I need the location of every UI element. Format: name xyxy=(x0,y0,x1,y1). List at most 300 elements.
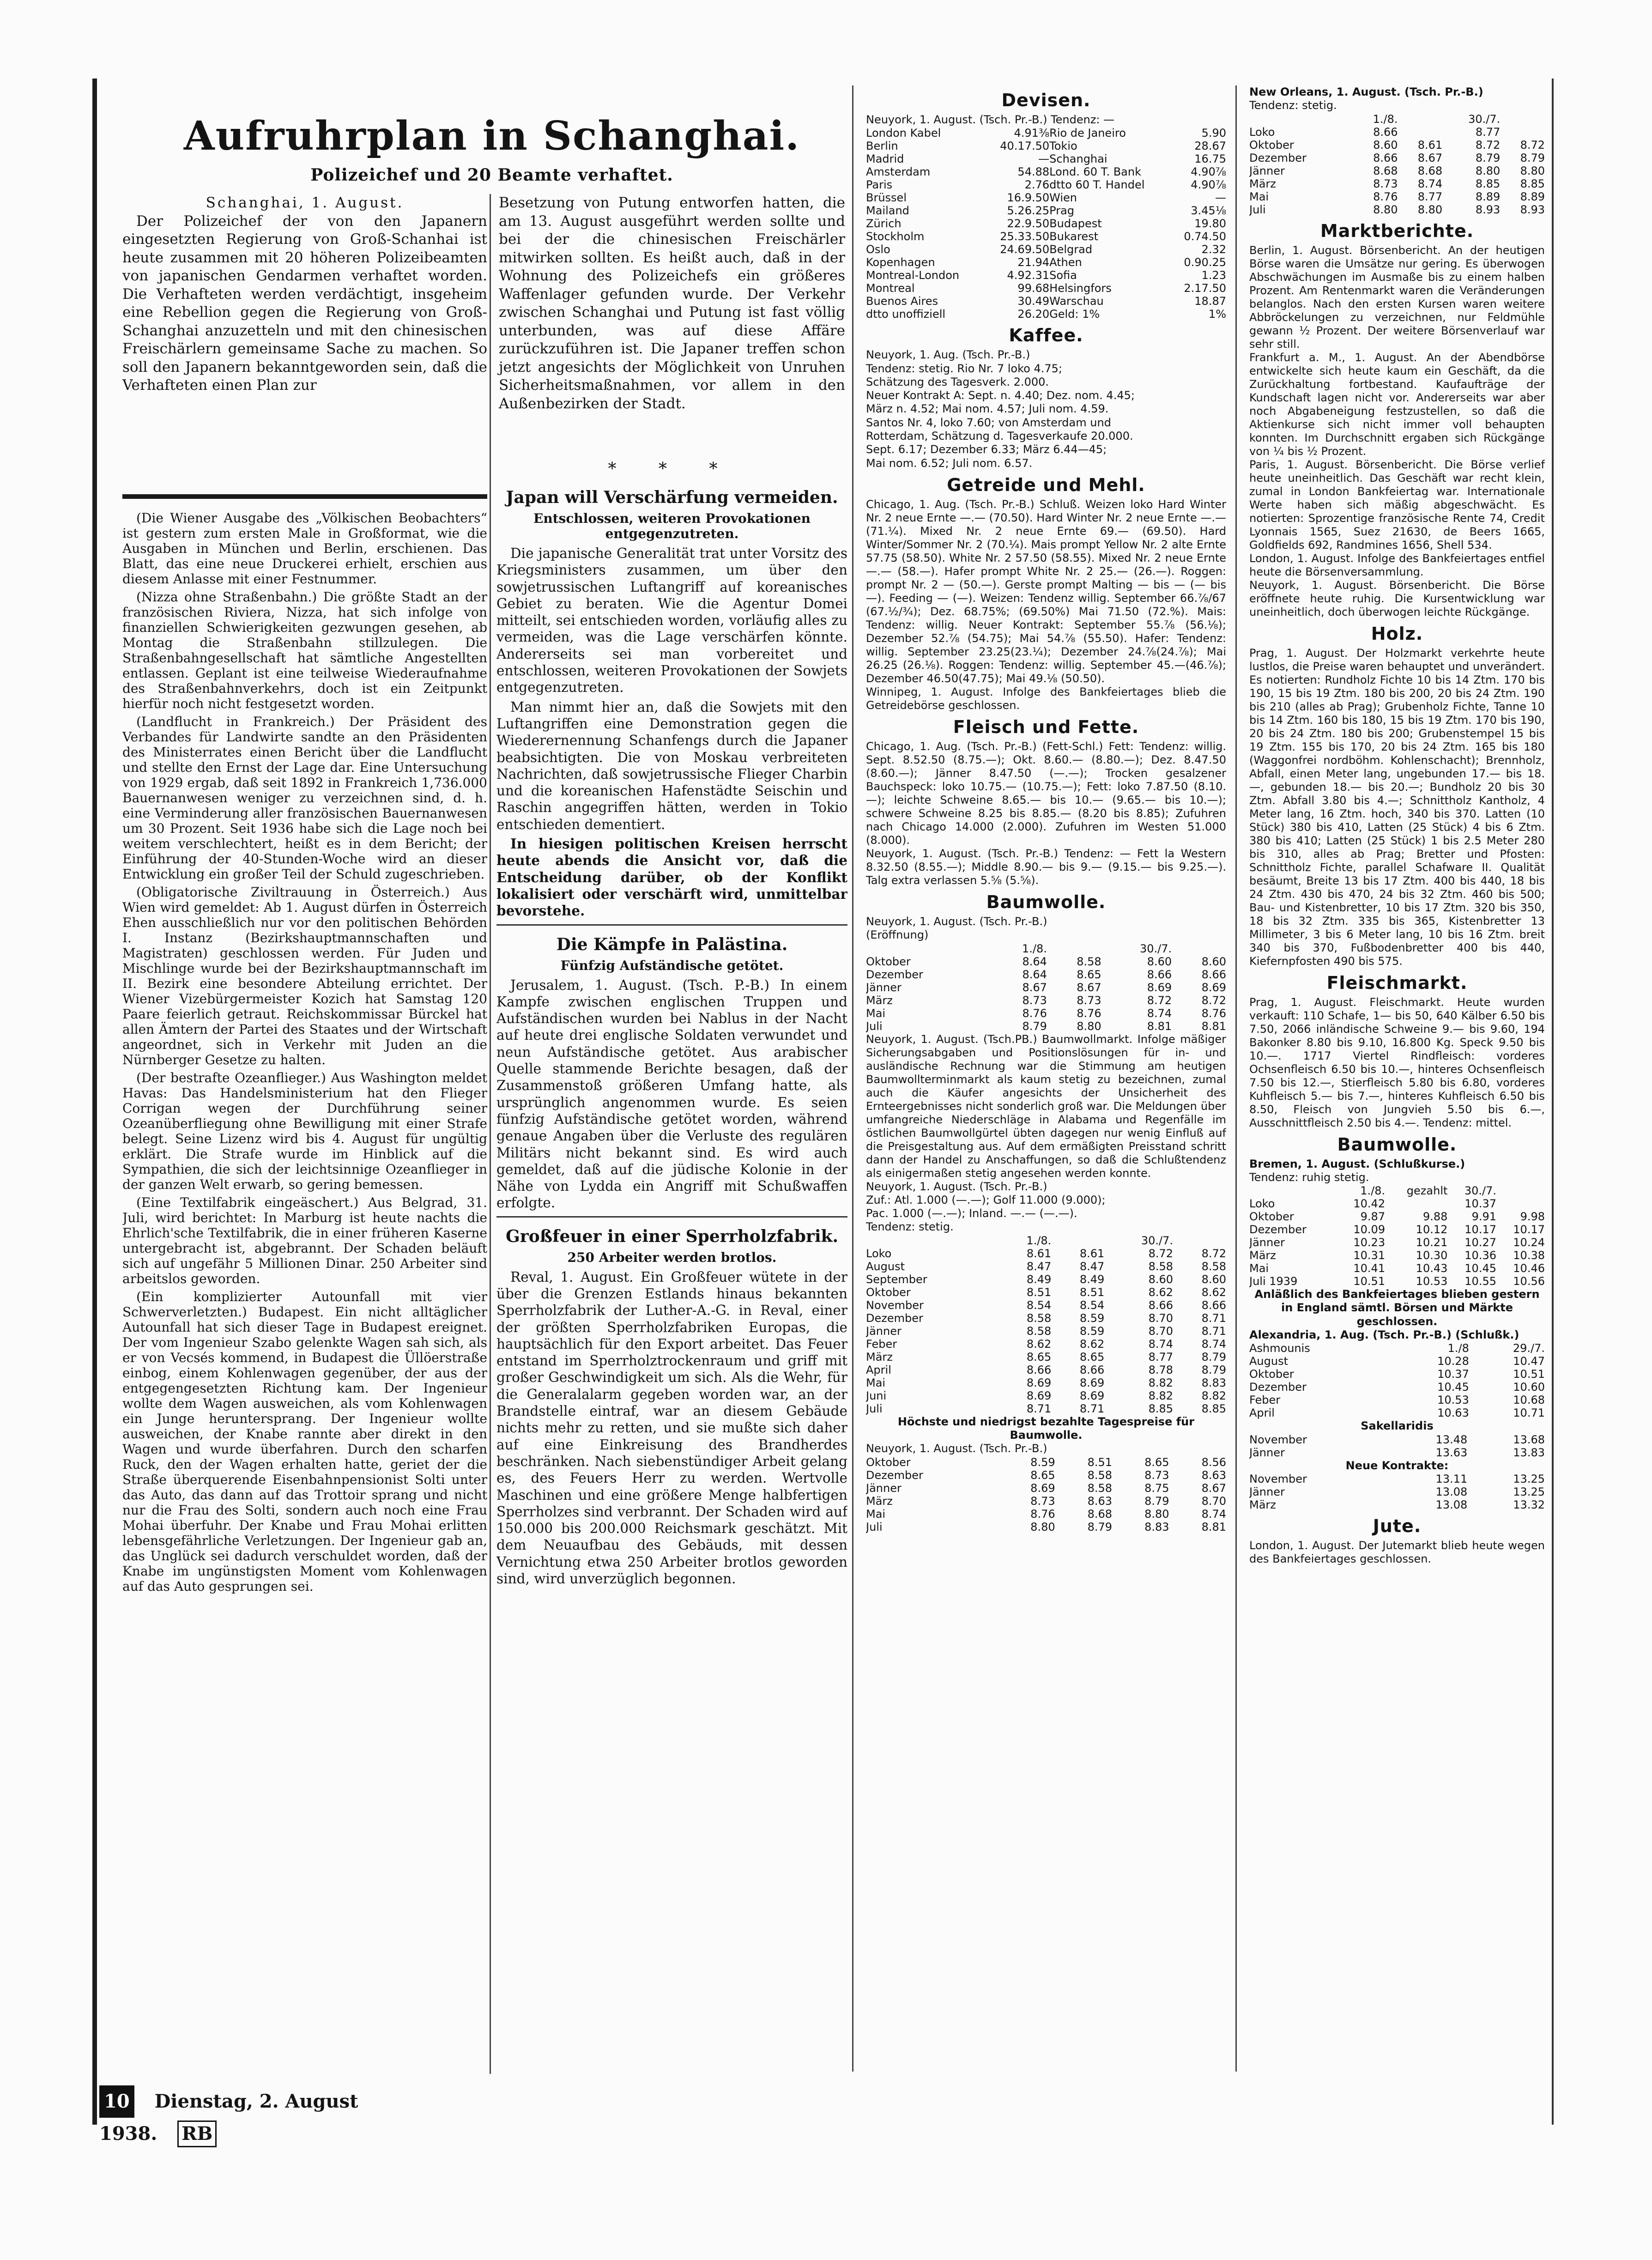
palestine-headline: Die Kämpfe in Palästina. xyxy=(556,934,788,954)
table-cell: Oslo xyxy=(866,243,890,256)
table-cell: 13.11 xyxy=(1435,1472,1468,1485)
table-cell: 8.49 xyxy=(1026,1272,1052,1286)
baumwolle-ny-sub: (Eröffnung) xyxy=(866,928,929,942)
table-row xyxy=(866,1007,1226,1020)
lead-text-2: Besetzung von Putung entworfen hatten, die am 13. August ausgeführt werden sollte und bei der die chinesischen Freischärler mitwirken sollten. Es heißt auch, daß in der Wohnung des Polizeichefs ein größeres Waffenlager gefunden wurde. Der Verkehr zwischen Schanghai und Putung ist fast völlig unterbunden, was auf diese Affäre zurückzuführen ist. Die Japaner treffen schon jetzt angesichts der Möglichkeit von Unruhen Sicherheitsmaßnahmen, vor allem in den Außenbezirken der Stadt. xyxy=(499,194,845,412)
table-row xyxy=(866,1402,1226,1415)
table-cell: 5.26.25 xyxy=(1007,204,1050,218)
table-cell: 1.23 xyxy=(1201,269,1226,282)
fire-headline: Großfeuer in einer Sperrholzfabrik. xyxy=(506,1226,838,1246)
table-cell: Tokio xyxy=(1049,139,1077,153)
table-row xyxy=(866,1376,1226,1389)
table-cell: 9.87 xyxy=(1360,1210,1386,1224)
table-cell: Jänner xyxy=(1249,1485,1285,1498)
table-cell xyxy=(1496,1197,1545,1210)
table-row xyxy=(1249,1446,1545,1459)
table-cell: 8.58 xyxy=(1087,1481,1113,1495)
table-row xyxy=(1249,1394,1545,1406)
table-cell: Dezember xyxy=(1249,151,1307,164)
table-cell: 8.85 xyxy=(1201,1402,1226,1415)
table-cell: 8.89 xyxy=(1520,190,1545,203)
table-cell: 8.68 xyxy=(1417,164,1443,177)
table-cell: 10.41 xyxy=(1353,1262,1386,1275)
table-cell: Jänner xyxy=(866,981,902,994)
markt-paragraph: Paris, 1. August. Börsenbericht. Die Börse verlief heute uneinheitlich. Das Geschäft war recht klein, zumal in London Bankfeiertag war. Internationale Werte haben sich mäßig abgeschwächt. Es notierten: Sprozentige französische Rente 74, Credit Lyonnais 1565, Suez 21630, de Beers 1665, Goldfields 692, Randmines 1656, Shell 534. xyxy=(1249,458,1545,551)
table-cell: 30.49 xyxy=(1017,295,1050,308)
table-cell: Geld: 1% xyxy=(1049,308,1100,321)
table-cell: Jänner xyxy=(1249,1236,1285,1249)
baumwolle-ny-title: Baumwolle. xyxy=(986,891,1106,912)
fire-subheadline: 250 Arbeiter werden brotlos. xyxy=(567,1249,777,1265)
table-cell: 16.9.50 xyxy=(1007,191,1050,205)
table-cell: 8.61 xyxy=(1417,138,1443,151)
table-cell: — xyxy=(1038,152,1050,166)
table-cell: 8.80 xyxy=(1030,1520,1055,1533)
table-cell: Dezember xyxy=(1249,1223,1307,1236)
table-row xyxy=(866,178,1226,191)
table-cell: 10.37 xyxy=(1437,1368,1469,1381)
table-cell: 4.91⅜ xyxy=(1014,127,1050,140)
table-cell: 13.83 xyxy=(1513,1446,1545,1459)
table-cell: März xyxy=(1249,1498,1276,1511)
text-line: Tendenz: stetig. Rio Nr. 7 loko 4.75; xyxy=(866,362,1062,375)
table-cell: August xyxy=(1249,1355,1288,1368)
table-cell: 10.30 xyxy=(1416,1249,1448,1262)
table-cell: 8.82 xyxy=(1201,1389,1226,1402)
table-row xyxy=(1249,1472,1545,1485)
table-cell: 2.32 xyxy=(1201,243,1226,256)
table-cell: Madrid xyxy=(866,152,904,166)
table-cell xyxy=(1385,1197,1447,1210)
table-cell: 13.63 xyxy=(1435,1446,1468,1459)
table-cell: Zürich xyxy=(866,217,902,230)
table-cell: 8.65 xyxy=(1030,1468,1055,1482)
table-cell: Paris xyxy=(866,178,893,192)
table-cell: Juli xyxy=(866,1520,883,1533)
table-cell xyxy=(866,1234,998,1247)
table-cell: 8.85 xyxy=(1475,177,1501,190)
table-cell: 8.60 xyxy=(1147,955,1172,968)
table-cell: 1./8 xyxy=(1447,1342,1469,1355)
devisen-header: Neuyork, 1. August. (Tsch. Pr.-B.) Tendenz: — xyxy=(866,113,1115,126)
table-cell: London Kabel xyxy=(866,127,941,140)
table-row xyxy=(1249,139,1545,151)
table-cell: 10.38 xyxy=(1513,1249,1545,1262)
table-cell: 10.63 xyxy=(1437,1406,1469,1420)
table-cell: Stockholm xyxy=(866,230,925,243)
text-line: Tendenz: stetig. xyxy=(866,1220,954,1234)
text-line: Santos Nr. 4, loko 7.60; von Amsterdam und xyxy=(866,416,1111,429)
table-row xyxy=(866,1521,1226,1533)
table-row xyxy=(866,230,1226,243)
table-row xyxy=(1249,113,1545,126)
table-cell: 8.82 xyxy=(1148,1376,1174,1389)
column-rule xyxy=(1235,85,1237,2072)
table-cell: 0.90.25 xyxy=(1184,256,1226,269)
table-cell: Jänner xyxy=(866,1324,902,1338)
table-row xyxy=(1249,1381,1545,1394)
table-cell: 8.65 xyxy=(1079,1350,1105,1363)
table-cell: 8.66 xyxy=(1373,151,1398,164)
table-row xyxy=(1249,1184,1545,1197)
table-cell: 8.69 xyxy=(1026,1389,1052,1402)
table-cell: 26.20 xyxy=(1017,308,1050,321)
fleischmarkt-title: Fleischmarkt. xyxy=(1326,972,1468,993)
table-cell: Helsingfors xyxy=(1049,282,1112,295)
table-cell: Kopenhagen xyxy=(866,256,935,269)
table-cell: 10.17 xyxy=(1464,1223,1496,1236)
winnipeg-text: Winnipeg, 1. August. Infolge des Bankfeiertages blieb die Getreidebörse geschlossen. xyxy=(866,685,1226,712)
bremen-table xyxy=(1249,1184,1545,1288)
table-cell: 8.80 xyxy=(1520,164,1545,177)
table-cell: 3.45⅛ xyxy=(1191,204,1226,218)
table-cell: 8.54 xyxy=(1079,1298,1105,1312)
news-paragraph: (Nizza ohne Straßenbahn.) Die größte Stadt an der französischen Riviera, Nizza, hat sich infolge von finanziellen Schwierigkeiten gezwungen gesehen, ab Montag die Straßenbahn stillzulegen. Die Straßenbahngesellschaft hat sämtliche Angestellten entlassen. Geplant ist eine teilweise Wiederaufnahme des Straßenbahnverkehrs, doch ist ein Zeitpunkt hierfür noch nicht festgesetzt worden. xyxy=(122,589,487,711)
table-cell: 8.62 xyxy=(1201,1285,1226,1299)
table-row xyxy=(1249,1498,1545,1511)
table-cell: 10.53 xyxy=(1416,1275,1448,1288)
table-cell: 8.80 xyxy=(1144,1507,1169,1521)
neue-kontrakte-title: Neue Kontrakte: xyxy=(1345,1459,1449,1472)
table-cell: Mai xyxy=(1249,190,1269,203)
bremen-tendency: Tendenz: ruhig stetig. xyxy=(1249,1170,1369,1184)
table-row xyxy=(1249,1368,1545,1381)
table-cell: 8.72 xyxy=(1201,994,1226,1007)
fleisch-ny-text: Neuyork, 1. August. (Tsch. Pr.-B.) Tendenz: — Fett la Western 8.32.50 (8.55.—); Middle 8.90.— bis 9.— (9.15.— bis 9.25.—). Talg extra verlassen 5.⅝ (5.⅝). xyxy=(866,847,1226,887)
table-row xyxy=(1249,190,1545,203)
table-cell: 8.69 xyxy=(1147,981,1172,994)
holz-text: Prag, 1. August. Der Holzmarkt verkehrte heute lustlos, die Preise waren behauptet und unverändert. Es notierten: Rundholz Fichte 10 bis 14 Ztm. 170 bis 190, 15 bis 19 Ztm. 180 bis 200, 20 bis 24 Ztm. 190 bis 210 (alles ab Prag); Grubenholz Fichte, Tanne 10 bis 14 Ztm. 160 bis 180, 15 bis 19 Ztm. 170 bis 190, 20 bis 24 Ztm. 180 bis 200; Grubenstempel 15 bis 19 Ztm. 155 bis 170, 20 bis 24 Ztm. 165 bis 180 (Waggonfrei nordböhm. Kohlenschacht); Brennholz, Abfall, einen Meter lang, ungebunden 17.— bis 18.—, gebunden 18.— bis 20.—; Bundholz 20 bis 30 Ztm. Abfall 3.80 bis 4.—; Schnittholz Kantholz, 4 Meter lang, 16 Ztm. hoch, 340 bis 370. Latten (10 Stück) 380 bis 410, Latten (25 Stück) 4 bis 6 Ztm. 380 bis 410; Latten (25 Stück) 1 bis 2.5 Meter 280 bis 310, alles ab Prag; Bretter und Pfosten: Schnittholz Fichte, parallel Schafware II. Qualität besäumt, Breite 13 bis 17 Ztm. 400 bis 440, 18 bis 24 Ztm. 430 bis 470, 24 bis 32 Ztm. 460 bis 500; Bau- und Kistenbretter, 10 bis 17 Ztm. 320 bis 350, 18 bis 32 Ztm. 335 bis 365, Kistenbretter 13 Millimeter, 3 bis 6 Meter lang, 10 bis 16 Ztm. breit 340 bis 370, Fußbodenbretter 400 bis 440, Kiefernpfosten 490 bis 575. xyxy=(1249,646,1545,968)
table-row xyxy=(866,204,1226,217)
table-cell: Oktober xyxy=(866,955,911,968)
table-cell: Juli 1939 xyxy=(1249,1275,1298,1288)
table-cell: 8.49 xyxy=(1079,1272,1105,1286)
table-cell: 8.67 xyxy=(1022,981,1047,994)
table-cell xyxy=(1249,113,1353,126)
table-cell: 8.67 xyxy=(1077,981,1101,994)
table-cell xyxy=(1051,1234,1104,1247)
page-footer xyxy=(99,2085,404,2145)
lead-text-1: Der Polizeichef der von den Japanern eingesetzten Regierung von Groß-Schanhai ist heute zusammen mit 20 höheren Polizeibeamten von japanischen Gendarmen verhaftet worden. Die Verhafteten werden verdächtigt, insgeheim eine Rebellion gegen die Regierung von Groß-Schanghai anzuzetteln und mit den chinesischen Freischärlern gemeinsame Sache zu machen. So soll den Japanern bekanntgeworden sein, daß die Verhafteten einen Plan zur xyxy=(122,212,487,394)
table-row xyxy=(866,243,1226,256)
palestine-subheadline: Fünfzig Aufständische getötet. xyxy=(560,957,784,973)
table-cell: 8.80 xyxy=(1373,203,1398,216)
table-cell: 8.80 xyxy=(1077,1019,1101,1033)
heavy-rule xyxy=(122,494,487,499)
table-cell: 8.71 xyxy=(1201,1311,1226,1325)
fleisch-title: Fleisch und Fette. xyxy=(953,716,1139,737)
text-line: Neuyork, 1. Aug. (Tsch. Pr.-B.) xyxy=(866,348,1030,362)
table-cell: 30./7. xyxy=(1468,112,1501,126)
table-cell: 40.17.50 xyxy=(1000,139,1050,153)
table-cell: 8.65 xyxy=(1144,1455,1169,1469)
table-cell: März xyxy=(866,1494,893,1508)
text-line: Sept. 6.17; Dezember 6.33; März 6.44—45; xyxy=(866,443,1107,456)
table-cell: Brüssel xyxy=(866,191,907,205)
table-cell: 10.51 xyxy=(1513,1368,1545,1381)
table-cell: 8.79 xyxy=(1087,1520,1113,1533)
table-row xyxy=(1249,151,1545,164)
table-cell: Juli xyxy=(866,1019,883,1033)
table-cell: Rio de Janeiro xyxy=(1049,127,1126,140)
table-cell xyxy=(1496,1184,1545,1197)
table-cell xyxy=(1173,1234,1226,1247)
section-rule xyxy=(496,924,847,926)
table-row xyxy=(1249,1236,1545,1249)
text-line: Mai nom. 6.52; Juli nom. 6.57. xyxy=(866,456,1033,470)
table-cell: 8.79 xyxy=(1201,1363,1226,1376)
table-row xyxy=(866,139,1226,152)
table-cell: 10.27 xyxy=(1464,1236,1496,1249)
table-cell: 8.51 xyxy=(1087,1455,1113,1469)
table-row xyxy=(866,1247,1226,1260)
table-cell: 24.69.50 xyxy=(1000,243,1050,256)
table-cell: 8.85 xyxy=(1520,177,1545,190)
text-line: Neuer Kontrakt A: Sept. n. 4.40; Dez. nom. 4.45; xyxy=(866,389,1135,402)
table-cell: 8.93 xyxy=(1475,203,1501,216)
table-row xyxy=(1249,1342,1545,1355)
table-cell: 8.77 xyxy=(1417,190,1443,203)
table-cell: Oktober xyxy=(1249,1210,1294,1224)
neworleans-tendency: Tendenz: stetig. xyxy=(1249,99,1337,112)
fleischmarkt-text: Prag, 1. August. Fleischmarkt. Heute wurden verkauft: 110 Schafe, 1— bis 50, 640 Kälber 6.50 bis 7.50, 2066 inländische Schweine 9.— bis 9.60, 194 Bakonker 8.80 bis 9.10, 16.800 Kg. Speck 9.50 bis 10.—. 1717 Viertel Rindfleisch: vorderes Ochsenfleisch 6.50 bis 10.—, hinteres Ochsenfleisch 7.50 bis 12.—, Stierfleisch 5.80 bis 6.80, vorderes Kuhfleisch 5.— bis 7.—, hinteres Kuhfleisch 6.50 bis 8.50, Fleisch von Jungvieh 5.50 bis 6.—, Ausschnittfleisch 2.50 bis 4.—. Tendenz: mittel. xyxy=(1249,995,1545,1129)
table-row xyxy=(866,1389,1226,1402)
table-cell: 8.74 xyxy=(1147,1006,1172,1020)
table-cell: 8.60 xyxy=(1201,955,1226,968)
text-line: März n. 4.52; Mai nom. 4.57; Juli nom. 4.59. xyxy=(866,402,1109,416)
table-cell: 28.67 xyxy=(1194,139,1226,153)
table-cell: 10.42 xyxy=(1353,1197,1386,1211)
bremen-title: Baumwolle. xyxy=(1337,1134,1457,1155)
table-cell: 10.43 xyxy=(1416,1262,1448,1275)
table-row xyxy=(866,1456,1226,1469)
table-cell: 13.68 xyxy=(1513,1433,1545,1446)
table-row xyxy=(866,981,1226,994)
table-row xyxy=(866,269,1226,282)
table-cell: 8.73 xyxy=(1022,994,1047,1007)
issue-date: Dienstag, 2. August 1938. xyxy=(99,2090,358,2145)
table-cell: 4.90⅞ xyxy=(1191,165,1226,179)
table-row xyxy=(866,1508,1226,1521)
table-cell xyxy=(1398,126,1443,139)
table-cell: 16.75 xyxy=(1194,152,1226,166)
table-cell: Loko xyxy=(1249,125,1275,139)
table-cell: 8.58 xyxy=(1026,1311,1052,1325)
table-cell: 8.78 xyxy=(1148,1363,1174,1376)
table-cell: 8.73 xyxy=(1373,177,1398,190)
table-cell: 10.60 xyxy=(1513,1381,1545,1394)
news-paragraph: (Obligatorische Ziviltrauung in Österreich.) Aus Wien wird gemeldet: Ab 1. August dürfen in Österreich Ehen ausschließlich nur vor den politischen Behörden I. Instanz (Bezirkshauptmannschaften und Magistraten) geschlossen werden. Für Juden und Mischlinge wurde bei der Bezirkshauptmannschaft im II. Bezirk eine besondere Abteilung errichtet. Der Wiener Vizebürgermeister Kozich hat Samstag 120 Paare feierlich getraut. Reichskommissar Bürckel hat allen Ämtern der Partei des Staates und der Wirtschaft angeordnet, sich in Verkehr mit Juden an die Nürnberger Gesetze zu halten. xyxy=(122,885,487,1067)
page-number: 10 xyxy=(99,2085,134,2118)
table-cell: Montreal-London xyxy=(866,269,960,282)
table-cell: dtto 60 T. Handel xyxy=(1049,178,1145,192)
table-row xyxy=(866,256,1226,269)
table-cell: 8.76 xyxy=(1077,1006,1101,1020)
markt-paragraph: Berlin, 1. August. Börsenbericht. An der heutigen Börse waren die Umsätze nur gering. Es überwogen Abschwächungen im Ausmaße bis zu einem halben Prozent. Am Rentenmarkt waren die Veränderungen belanglos. Nach den ersten Kursen waren weitere Abbröckelungen zu verzeichnen, nur Feldmühle gewann ½ Prozent. Der weitere Börsenverlauf war sehr still. xyxy=(1249,243,1545,351)
highlow-title: Höchste und niedrigst bezahlte Tagespreise für Baumwolle. xyxy=(897,1415,1195,1442)
bankholiday-note: Anläßlich des Bankfeiertages blieben gestern in England sämtl. Börsen und Märkte geschlossen. xyxy=(1254,1288,1540,1328)
table-cell: 8.47 xyxy=(1026,1260,1052,1273)
table-cell: 8.81 xyxy=(1201,1019,1226,1033)
palestine-paragraph: Jerusalem, 1. August. (Tsch. P.-B.) In einem Kampfe zwischen englischen Truppen und Aufständischen wurden bei Nablus in der Nacht auf heute drei englische Soldaten verwundet und neun Aufständische getötet. Aus arabischer Quelle stammende Berichte besagen, daß der Zusammenstoß größeren Umfang hatte, als ursprünglich angenommen wurde. Es seien fünfzig Aufständische getötet worden, während genaue Angaben über die Verluste des regulären Militärs nicht bekannt sind. Es wird auch gemeldet, daß auf die jüdische Kolonie in der Nähe von Lydda ein Angriff mit Schußwaffen erfolgte. xyxy=(496,977,847,1211)
alexandria-table xyxy=(1249,1342,1545,1419)
table-row xyxy=(1249,1210,1545,1223)
japan-headline: Japan will Verschärfung vermeiden. xyxy=(506,488,838,507)
table-cell: 8.60 xyxy=(1148,1272,1174,1286)
marktberichte-title: Marktberichte. xyxy=(1320,220,1474,241)
table-cell: April xyxy=(866,1363,891,1376)
table-cell: 8.70 xyxy=(1201,1494,1226,1508)
table-cell: 10.37 xyxy=(1464,1197,1496,1211)
text-line: Zuf.: Atl. 1.000 (—.—); Golf 11.000 (9.000); xyxy=(866,1193,1106,1206)
table-cell: 8.66 xyxy=(1148,1298,1174,1312)
bremen-header: Bremen, 1. August. (Schlußkurse.) xyxy=(1249,1157,1465,1170)
table-cell: 8.64 xyxy=(1022,955,1047,968)
table-cell: Feber xyxy=(1249,1394,1281,1407)
table-cell: November xyxy=(1249,1472,1307,1485)
table-cell: 10.17 xyxy=(1513,1223,1545,1236)
table-cell: 8.71 xyxy=(1201,1324,1226,1338)
table-cell xyxy=(1249,1184,1337,1197)
table-cell: 8.58 xyxy=(1026,1324,1052,1338)
jute-text: London, 1. August. Der Jutemarkt blieb heute wegen des Bankfeiertages geschlossen. xyxy=(1249,1539,1545,1565)
sakellaridis-table xyxy=(1249,1433,1545,1459)
table-cell: 13.32 xyxy=(1513,1498,1545,1511)
table-cell: 8.54 xyxy=(1026,1298,1052,1312)
table-cell: 13.48 xyxy=(1435,1433,1468,1446)
table-cell: Athen xyxy=(1049,256,1082,269)
baumwolle-term-table xyxy=(866,1234,1226,1415)
table-row xyxy=(866,152,1226,165)
table-cell: Warschau xyxy=(1049,295,1104,308)
table-cell: 9.98 xyxy=(1520,1210,1545,1224)
table-row xyxy=(866,1260,1226,1273)
table-cell: 8.83 xyxy=(1144,1520,1169,1533)
table-cell: März xyxy=(866,1350,893,1363)
table-cell: 8.76 xyxy=(1030,1507,1055,1521)
table-cell: 8.74 xyxy=(1417,177,1443,190)
table-cell: 8.73 xyxy=(1144,1468,1169,1482)
table-cell: August xyxy=(866,1260,905,1273)
table-cell: 10.46 xyxy=(1513,1262,1545,1275)
table-cell: 8.58 xyxy=(1077,955,1101,968)
table-cell: dtto unoffiziell xyxy=(866,308,946,321)
table-cell: 8.74 xyxy=(1201,1507,1226,1521)
table-cell: Mailand xyxy=(866,204,909,218)
table-cell: 10.09 xyxy=(1353,1223,1386,1236)
table-row xyxy=(866,1020,1226,1033)
neworleans-table xyxy=(1249,113,1545,216)
table-cell: 8.56 xyxy=(1201,1455,1226,1469)
table-cell: 8.59 xyxy=(1079,1311,1105,1325)
table-cell: 5.90 xyxy=(1201,127,1226,140)
table-cell: Montreal xyxy=(866,282,915,295)
table-cell: 8.66 xyxy=(1147,968,1172,981)
table-cell: Jänner xyxy=(866,1481,902,1495)
table-cell: 8.79 xyxy=(1022,1019,1047,1033)
table-cell: 2.17.50 xyxy=(1184,282,1226,295)
news-paragraph: (Der bestrafte Ozeanflieger.) Aus Washington meldet Havas: Das Handelsministerium hat den Flieger Corrigan wegen der Durchführung seiner Ozeanüberfliegung ohne Bewilligung mit einer Strafe belegt. Seine Lizenz wird bis 4. August für ungültig erklärt. Die Strafe wurde im Hinblick auf die Sympathien, die sich der leichtsinnige Ozeanflieger in der ganzen Welt erwarb, so gering bemessen. xyxy=(122,1070,487,1192)
star-divider: * * * xyxy=(608,460,736,479)
table-cell: Loko xyxy=(1249,1197,1275,1211)
table-cell: 13.08 xyxy=(1435,1498,1468,1511)
table-cell: 10.45 xyxy=(1464,1262,1496,1275)
table-cell: Belgrad xyxy=(1049,243,1093,256)
text-line: Rotterdam, Schätzung d. Tagesverkaufe 20.000. xyxy=(866,430,1133,443)
japan-subheadline: Entschlossen, weiteren Provokationen entgegenzutreten. xyxy=(533,511,811,541)
table-cell: 1./8. xyxy=(1026,1234,1052,1247)
highlow-table xyxy=(866,1456,1226,1533)
table-cell: 8.62 xyxy=(1026,1337,1052,1351)
highlow-header: Neuyork, 1. August. (Tsch. Pr.-B.) xyxy=(866,1442,1047,1455)
baumwolle-ny2-lines xyxy=(866,1194,1226,1234)
table-cell: 8.81 xyxy=(1201,1520,1226,1533)
table-cell: 8.77 xyxy=(1475,125,1501,139)
table-cell: 8.76 xyxy=(1201,1006,1226,1020)
table-cell: 10.71 xyxy=(1513,1406,1545,1420)
fire-paragraph: Reval, 1. August. Ein Großfeuer wütete in der über die Grenzen Estlands hinaus bekannten Sperrholzfabrik der Luther-A.-G. in Reval, einer der größten Sperrholzfabriken Europas, die hauptsächlich für den Export arbeitet. Das Feuer entstand im Sperrholztrockenraum und griff mit großer Geschwindigkeit um sich. Als die Wehr, für die Generalalarm gegeben worden war, an der Brandstelle eintraf, war an diesem Gebäude nichts mehr zu retten, und sie mußte sich daher auf eine Einkreisung des Brandherdes beschränken. Nach siebenstündiger Arbeit gelang es, des Feuers Herr zu werden. Wertvolle Maschinen und eine größere Menge halbfertigen Sperrholzes sind verbrannt. Der Schaden wird auf 150.000 bis 200.000 Reichsmark geschätzt. Mit dem Neuaufbau des Gebäuds, mit dessen Vernichtung etwa 250 Arbeiter brotlos geworden sind, wird unverzüglich begonnen. xyxy=(496,1269,847,1587)
table-cell: 8.58 xyxy=(1201,1260,1226,1273)
table-cell: Schanghai xyxy=(1049,152,1107,166)
table-cell: 8.81 xyxy=(1147,1019,1172,1033)
fleisch-text: Chicago, 1. Aug. (Tsch. Pr.-B.) (Fett-Schl.) Fett: Tendenz: willig. Sept. 8.52.50 (8.75.—); Okt. 8.60.— (8.80.—); Dez. 8.47.50 (8.60.—); Jänner 8.47.50 (—.—); Trocken gesalzener Bauchspeck: loko 10.75.— (10.75.—); Fett: loko 7.87.50 (8.10.—); leichte Schweine 8.65.— bis 10.— (9.65.— bis 10.—); schwere Schweine 8.25 bis 8.85.— (8.20 bis 8.85); Zufuhren nach Chicago 14.000 (2.000). Zufuhren im Westen 51.000 (8.000). xyxy=(866,739,1226,847)
table-cell: 8.60 xyxy=(1373,138,1398,151)
table-cell: 13.25 xyxy=(1513,1485,1545,1498)
devisen-title: Devisen. xyxy=(1001,90,1091,110)
table-row xyxy=(866,1495,1226,1508)
table-cell: 8.69 xyxy=(1079,1389,1105,1402)
table-row xyxy=(866,1286,1226,1299)
table-row xyxy=(866,1338,1226,1351)
table-cell: 10.68 xyxy=(1513,1394,1545,1407)
table-cell: 9.91 xyxy=(1471,1210,1496,1224)
table-cell: Oktober xyxy=(866,1285,911,1299)
japan-paragraph: Man nimmt hier an, daß die Sowjets mit den Luftangriffen eine Demonstration gegen die Wiederernennung Schanfengs durch die Japaner beabsichtigten. Die von Moskau verbreiteten Nachrichten, daß sowjetrussische Flieger Charbin und die koreanischen Hafenstädte Seischin und Raschin angegriffen hätten, werden in Tokio entschieden dementiert. xyxy=(496,699,847,832)
baumwolle-report: Neuyork, 1. August. (Tsch.PB.) Baumwollmarkt. Infolge mäßiger Sicherungsabgaben und Positionslösungen für in- und ausländische Rechnung war die Stimmung am heutigen Baumwollterminmarkt als kaum stetig zu bezeichnen, zumal auch die Käufer angesichts der Unsicherheit des Ernteergebnisses nicht sonderlich groß war. Die Meldungen über umfangreiche Niederschläge in Alabama und Regenfälle im östlichen Baumwollgürtel übten dagegen nur wenig Einfluß auf die Preisgestaltung aus. Auf dem ermäßigten Preisstand schritt dann der Handel zu Anschaffungen, so daß die Schlußtendenz als einigermaßen stetig angesehen werden konnte. xyxy=(866,1032,1226,1180)
table-cell: 29./7. xyxy=(1513,1342,1545,1355)
subheadline: Polizeichef und 20 Beamte verhaftet. xyxy=(310,165,673,185)
table-cell: Sofia xyxy=(1049,269,1077,282)
table-cell: 8.80 xyxy=(1475,164,1501,177)
table-cell: 8.79 xyxy=(1520,151,1545,164)
table-cell: März xyxy=(866,994,893,1007)
table-cell: 8.72 xyxy=(1475,138,1501,151)
getreide-title: Getreide und Mehl. xyxy=(947,474,1145,495)
table-row xyxy=(866,295,1226,308)
table-cell: Oktober xyxy=(1249,1368,1294,1381)
table-cell: Juli xyxy=(866,1402,883,1415)
neworleans-header: New Orleans, 1. August. (Tsch. Pr.-B.) xyxy=(1249,85,1483,98)
column-4 xyxy=(1249,85,1545,2141)
alexandria-header: Alexandria, 1. Aug. (Tsch. Pr.-B.) (Schlußk.) xyxy=(1249,1328,1519,1342)
table-cell: Oktober xyxy=(866,1455,911,1469)
table-row xyxy=(1249,1249,1545,1262)
table-cell: 8.72 xyxy=(1520,138,1545,151)
table-cell: 8.63 xyxy=(1201,1468,1226,1482)
table-row xyxy=(1249,1223,1545,1236)
table-cell: 8.63 xyxy=(1087,1494,1113,1508)
table-row xyxy=(1249,203,1545,216)
column-3 xyxy=(866,85,1226,2141)
table-cell: Buenos Aires xyxy=(866,295,938,308)
news-paragraph: (Ein komplizierter Autounfall mit vier Schwerverletzten.) Budapest. Ein nicht alltäglicher Autounfall hat sich dieser Tage in Budapest ereignet. Der vom Ingenieur Szabo gelenkte Wagen sah sich, als er von Vecsés kommend, in Budapest die Üllöerstraße einbog, einem Kohlenwagen gegenüber, der aus der entgegengesetzten Richtung kam. Der Ingenieur wollte dem Wagen ausweichen, als vom Kohlenwagen ein Junge heruntersprang. Der Ingenieur wollte ausweichen, der Knabe rannte aber direkt in den Wagen und wurde überfahren. Durch den scharfen Ruck, den der Wagen erhalten hatte, geriet der die Straße überquerende Eisenbahnpensionist Solti unter das Auto, das dann auf das Trottoir sprang und nicht nur die Frau des Solti, sondern auch noch eine Frau Mohai überfuhr. Der Knabe und Frau Mohai erlitten lebensgefährliche Verletzungen. Der Ingenieur gab an, das Unglück sei dadurch verschuldet worden, daß der Knabe im ungünstigsten Moment vom Kohlenwagen auf das Auto gesprungen sei. xyxy=(122,1289,487,1594)
table-cell: Prag xyxy=(1049,204,1074,218)
table-cell: 8.79 xyxy=(1144,1494,1169,1508)
table-cell: November xyxy=(1249,1433,1307,1446)
table-cell: 1./8. xyxy=(1022,942,1047,955)
table-cell: 21.94 xyxy=(1017,256,1050,269)
jute-title: Jute. xyxy=(1373,1515,1422,1536)
